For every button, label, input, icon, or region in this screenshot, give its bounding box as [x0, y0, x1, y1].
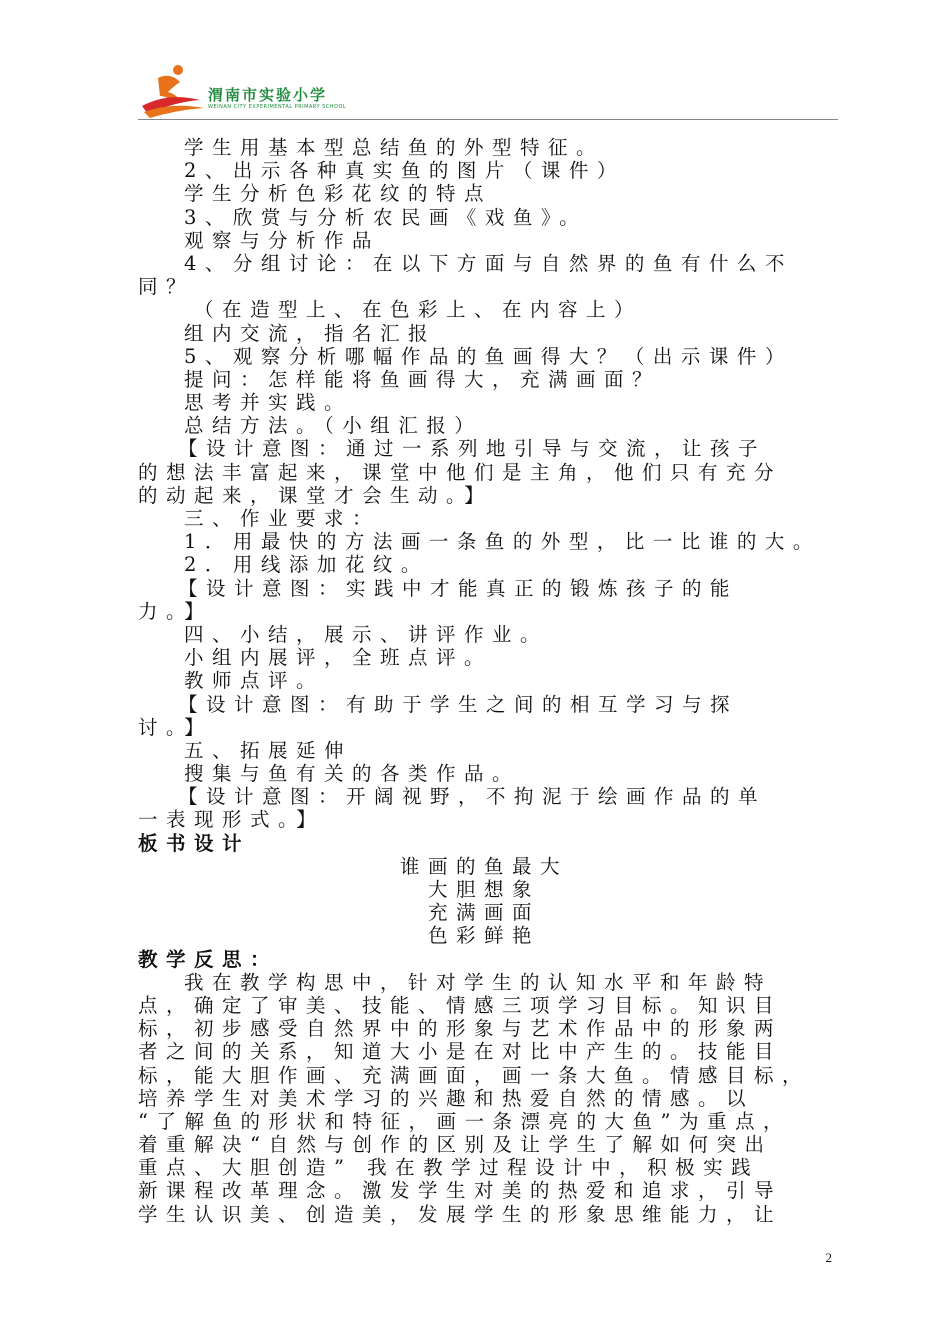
text-line: 教师点评。	[184, 669, 325, 693]
board-design-heading: 板书设计	[138, 831, 251, 855]
text-line: 【设计意图：开阔视野，不拘泥于绘画作品的单	[178, 785, 767, 809]
text-line: 3、欣赏与分析农民画《戏鱼》。	[184, 205, 588, 229]
board-design-item: 充满画面	[428, 901, 541, 925]
text-line: 学生用基本型总结鱼的外型特征。	[184, 136, 605, 159]
text-line: 讨。】	[138, 715, 213, 739]
page-number: 2	[825, 1250, 832, 1265]
text-line: 小组内展评，全班点评。	[184, 646, 493, 670]
school-name-cn: 渭南市实验小学	[208, 86, 328, 104]
text-line: 着重解决“自然与创作的区别及让学生了解如何突出	[138, 1133, 773, 1157]
school-logo-icon	[138, 62, 210, 118]
text-line: 【设计意图：通过一系列地引导与交流，让孩子	[178, 437, 767, 461]
reflection-heading: 教学反思：	[138, 947, 279, 971]
text-line: 观察与分析作品	[184, 228, 381, 252]
text-line: 【设计意图：实践中才能真正的锻炼孩子的能	[178, 576, 739, 600]
board-design-item: 大胆想象	[428, 878, 541, 901]
text-line: 【设计意图：有助于学生之间的相互学习与探	[178, 692, 739, 716]
board-design-item: 色彩鲜艳	[428, 924, 541, 948]
text-line: 同？	[138, 275, 195, 299]
lesson-steps	[138, 136, 838, 832]
text-line: 2．用线添加花纹。	[184, 553, 429, 577]
text-line: 学生认识美、创造美，发展学生的形象思维能力，让	[138, 1202, 783, 1226]
text-line: 4、分组讨论：在以下方面与自然界的鱼有什么不	[184, 251, 793, 275]
text-line: 搜集与鱼有关的各类作品。	[184, 762, 521, 786]
school-name-en: WEINAN CITY EXPERIMENTAL PRIMARY SCHOOL	[208, 104, 347, 110]
text-line: 一表现形式。】	[138, 808, 325, 832]
text-line: 重点、大胆创造” 我在教学过程设计中，积极实践	[138, 1156, 760, 1180]
text-line: 点，确定了审美、技能、情感三项学习目标。知识目	[138, 993, 783, 1017]
text-line: 2、出示各种真实鱼的图片（课件）	[184, 159, 625, 183]
text-line: 总结方法。（小组汇报）	[184, 414, 483, 438]
text-line: 学生分析色彩花纹的特点	[184, 182, 493, 206]
text-line: 标，初步感受自然界中的形象与艺术作品中的形象两	[138, 1017, 783, 1041]
document-body	[138, 136, 838, 1226]
header-divider	[138, 119, 838, 120]
reflection-paragraph	[138, 971, 838, 1226]
text-line: 5、观察分析哪幅作品的鱼画得大？（出示课件）	[184, 344, 793, 368]
page-header	[138, 62, 838, 120]
text-line: 提问：怎样能将鱼画得大，充满画面？	[184, 367, 661, 391]
text-line: 标，能大胆作画、充满画面，画一条大鱼。情感目标，	[138, 1063, 811, 1087]
text-line: “了解鱼的形状和特征，画一条漂亮的大鱼”为重点，	[138, 1109, 791, 1133]
text-line: 者之间的关系，知道大小是在对比中产生的。技能目	[138, 1040, 783, 1064]
text-line: 四、小结，展示、讲评作业。	[184, 622, 549, 646]
text-line: 我在教学构思中，针对学生的认知水平和年龄特	[184, 970, 773, 994]
text-line: 力。】	[138, 599, 213, 623]
text-line: 培养学生对美术学习的兴趣和热爱自然的情感。以	[138, 1086, 755, 1110]
text-line: 新课程改革理念。激发学生对美的热爱和追求，引导	[138, 1179, 783, 1203]
text-line: 的动起来，课堂才会生动。】	[138, 483, 493, 507]
text-line: 三、作业要求：	[184, 507, 381, 530]
text-line: 思考并实践。	[184, 391, 353, 415]
board-design-title: 谁画的鱼最大	[400, 854, 569, 878]
text-line: 五、拓展延伸	[184, 738, 353, 762]
text-line: 1．用最快的方法画一条鱼的外型，比一比谁的大。	[184, 530, 821, 554]
text-line: （在造型上、在色彩上、在内容上）	[194, 298, 643, 322]
text-line: 的想法丰富起来，课堂中他们是主角，他们只有充分	[138, 460, 783, 484]
text-line: 组内交流，指名汇报	[184, 321, 437, 345]
